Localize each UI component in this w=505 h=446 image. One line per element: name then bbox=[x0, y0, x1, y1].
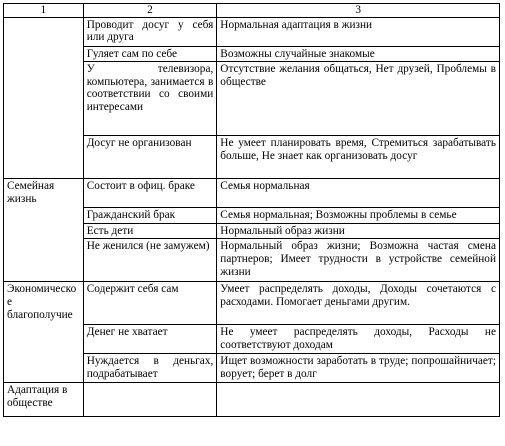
assessment-cell: Семья нормальная; Возможны проблемы в семье bbox=[217, 208, 500, 224]
assessment-cell: Нормальный образ жизни; Возможна частая смена партнеров; Имеет трудности в устройстве семейной жизни bbox=[217, 239, 500, 282]
table-row bbox=[4, 179, 500, 208]
category-cell: Адаптация в обществе bbox=[4, 383, 84, 417]
data-table bbox=[3, 3, 500, 417]
category-cell bbox=[4, 17, 84, 179]
condition-cell: Денег не хватает bbox=[83, 325, 217, 354]
assessment-cell: Отсутствие желания общаться, Нет друзей, Проблемы в обществе bbox=[217, 62, 500, 136]
condition-cell: Нуждается в деньгах, подрабатывает bbox=[83, 354, 217, 383]
condition-cell: Досуг не организован bbox=[83, 136, 217, 179]
table-row bbox=[4, 383, 500, 417]
column-number-2: 2 bbox=[83, 4, 217, 18]
assessment-cell: Не умеет планировать время, Стремиться зарабатывать больше, Не знает как организовать досуг bbox=[217, 136, 500, 179]
table-row bbox=[4, 282, 500, 325]
condition-cell: Гражданский брак bbox=[83, 208, 217, 224]
condition-cell: Гуляет сам по себе bbox=[83, 46, 217, 62]
assessment-cell: Семья нормальная bbox=[217, 179, 500, 208]
column-number-3: 3 bbox=[217, 4, 500, 18]
table-row bbox=[4, 17, 500, 46]
condition-cell: Есть дети bbox=[83, 223, 217, 239]
condition-cell: Не женился (не замужем) bbox=[83, 239, 217, 282]
document-page bbox=[3, 3, 500, 417]
category-cell: Экономическое благополучие bbox=[4, 282, 84, 383]
assessment-cell: Умеет распределять доходы, Доходы сочетаются с расходами. Помогает деньгами другим. bbox=[217, 282, 500, 325]
assessment-cell bbox=[217, 383, 500, 417]
category-cell: Семейная жизнь bbox=[4, 179, 84, 282]
header-row bbox=[4, 4, 500, 18]
assessment-cell: Ищет возможности заработать в труде; попрошайничает; ворует; берет в долг bbox=[217, 354, 500, 383]
column-number-1: 1 bbox=[4, 4, 84, 18]
condition-cell: Состоит в офиц. браке bbox=[83, 179, 217, 208]
condition-cell: Проводит досуг у себя или друга bbox=[83, 17, 217, 46]
condition-cell: У телевизора, компьютера, занимается в соответствии со своими интересами bbox=[83, 62, 217, 136]
condition-cell bbox=[83, 383, 217, 417]
condition-cell: Содержит себя сам bbox=[83, 282, 217, 325]
assessment-cell: Нормальная адаптация в жизни bbox=[217, 17, 500, 46]
assessment-cell: Возможны случайные знакомые bbox=[217, 46, 500, 62]
assessment-cell: Нормальный образ жизни bbox=[217, 223, 500, 239]
assessment-cell: Не умеет распределять доходы, Расходы не соответствуют доходам bbox=[217, 325, 500, 354]
